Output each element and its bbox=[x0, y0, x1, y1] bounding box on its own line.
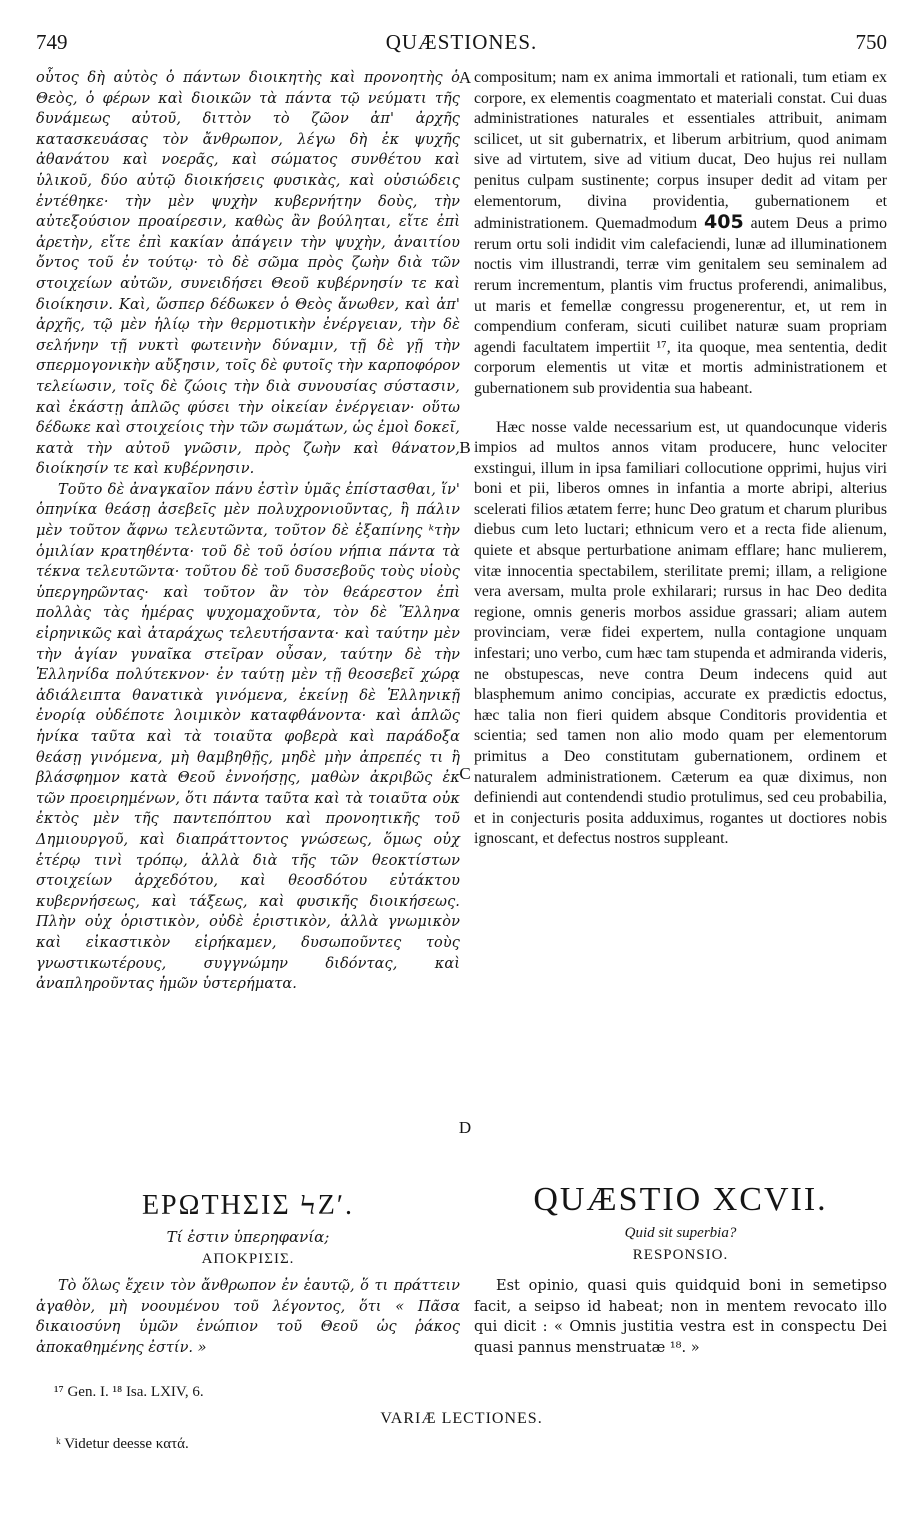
greek-paragraph-2: Τοῦτο δὲ ἀναγκαῖον πάνυ ἐστὶν ὑμᾶς ἐπίστασθαι, ἵν' ὁπηνίκα θεάσῃ ἀσεβεῖς μὲν πολυχρονιοῦντας, ἢ πάλιν μὲν τοῦτον ἄφνω τελευτῶντα, τοῦτον δὲ ἐξαπίνης ᵏτὴν ὁμιλίαν κρατηθέντα· τοῦ δὲ τοῦ ὁσίου νήπια πάντα τὰ τέκνα τελευτῶντα· τοῦτου δὲ τοῦ δυσσεβοῦς τοὺς υἱοὺς ὑπεργηρῶντας· καὶ τοῦτον ἂν τὸν θεάρεστον ἐπὶ πολλὰς τὰς ἡμέρας ψυχομαχοῦντα, τὸν δὲ Ἕλληνα εἰρηνικῶς καὶ ἀταράχως τελευτήσαντα· καὶ ταύτην μὲν τὴν ἁγίαν γυναῖκα στεῖραν οὖσαν, ταύτην δὲ τὴν Ἑλληνίδα πολύτεκνον· ἐν ταύτῃ μὲν τῇ θεοσεβεῖ χώρᾳ ἀδιάλειπτα θανατικὰ γινόμενα, ἐκείνῃ δὲ Ἑλληνικῇ ἐνορίᾳ οὐδέποτε λοιμικὸν καταφθάνοντα· καὶ ἁπλῶς ἡνίκα ταῦτα καὶ τὰ τοιαῦτα φοβερὰ καὶ παράδοξα θεάσῃ γινόμενα, μὴ θαμβηθῇς, μηδὲ μὴν ἀπρεπές τι ἢ βλάσφημον κατὰ Θεοῦ ἐννοήσῃς, μαθὼν ἀκριβῶς ἐκ τῶν προειρημένων, ὅτι πάντα ταῦτα καὶ τὰ τοιαῦτα οὐκ ἐκτὸς μὲν τῆς παντεπόπτου καὶ προνοητικῆς τοῦ Δημιουργοῦ, καὶ διαπράττοντος γνώσεως, ὅμως οὐχ ἑτέρῳ τινὶ τρόπῳ, ἀλλὰ διὰ τῆς τῶν θεοκτίστων στοιχείων ἀρχεδότου, καὶ θεοσδότου εὐτάκτου κυβερνήσεως, καὶ τάξεως, καὶ φυσικῆς διοικήσεως. Πλὴν οὐχ ὁριστικὸν, οὐδὲ ἐριστικὸν, ἀλλὰ γνωμικὸν καὶ εἰκαστικὸν εἰρήκαμεν, δυσωποῦντες τοὺς γνωστικωτέρους, συγγνώμην διδόντας, καὶ ἀναπληροῦντας ἡμῶν ὑστερήματα. bbox=[36, 481, 460, 993]
margin-letter-b: B bbox=[459, 438, 471, 457]
latin-paragraph-2: Hæc nosse valde necessarium est, ut quandocunque videris impios ad multos annos vitam producere, hunc velociter exstingui, illum in ipsa familiari collocutione opprimi, hujus viri boni et pii, liberos omnes in infantia a morte abripi, alterius scelerati filios ætatem ferre; hunc Deo gratum et charum pluribus diebus cum leto luctari; ethnicum vero et a recta fide alienum, quiete et absque perturbatione animam efflare; hanc mulierem, vitæ innocentia spectabilem, sterilitate premi; illam, a religione vera aversam, multa prole exhilarari; rursus in hac Deo dedita regione, omnis generis morbos assidue grassari; aliam autem provinciam, veræ fidei expertem, nulla contagione unquam infestari; uno verbo, cum hæc tam stupenda et admiranda videris, ne obstupescas, neve contra Deum indecens quid aut blasphemum animo concipias, accurate ex prædictis edoctus, hæc talia non fieri quidem absque Conditoris providentia et scientia; sed tamen non alio modo quam per elementorum primitus a Deo constitutam gubernationem, ordinem et naturalem administrationem. Cæterum ea quæ diximus, non definiendi aut contendendi studio protulimus, sed ceu probabilia, et in conjecturis posita adduximus, rogantes ut doctiores nobis ignoscant, et defectus nostros suppleant. bbox=[474, 418, 887, 848]
greek-question-heading bbox=[36, 1188, 460, 1270]
greek-answer-text: Τὸ ὅλως ἔχειν τὸν ἄνθρωπον ἐν ἑαυτῷ, ὅ τι πράττειν ἀγαθὸν, μὴ νοουμένου τοῦ λέγοντος, ὅτι « Πᾶσα δικαιοσύνη ὑμῶν ἐνώπιον τοῦ Θεοῦ ὡς ῥάκος ἀποκαθημένης ἐστίν. » bbox=[36, 1278, 460, 1356]
page-number-right: 750 bbox=[855, 30, 887, 54]
margin-letter-d: D bbox=[458, 1118, 472, 1137]
margin-letter-c: C bbox=[459, 764, 471, 783]
greek-column bbox=[36, 68, 460, 995]
latin-question-title: QUÆSTIO XCVII. bbox=[533, 1181, 828, 1218]
column-number-marker: 405 bbox=[704, 211, 744, 234]
greek-question-subtitle: Τί ἐστιν ὑπερηφανία; bbox=[166, 1228, 330, 1246]
latin-answer-text: Est opinio, quasi quis quidquid boni in semetipso facit, a seipso id habeat; non in mentem revocato illo qui dicit : « Omnis justitia vestra est in conspectu Dei quasi pannus menstruatæ ¹⁸. » bbox=[474, 1278, 887, 1356]
variae-lectiones-note: ᵏ Videtur deesse κατά. bbox=[56, 1436, 189, 1452]
latin-answer bbox=[474, 1276, 887, 1358]
latin-question-heading bbox=[474, 1178, 887, 1266]
running-title: QUÆSTIONES. bbox=[385, 30, 538, 54]
footnotes: ¹⁷ Gen. I. ¹⁸ Isa. LXIV, 6. bbox=[54, 1384, 204, 1400]
page-number-left: 749 bbox=[36, 30, 68, 54]
variae-lectiones-heading: VARIÆ LECTIONES. bbox=[380, 1410, 543, 1427]
latin-paragraph-1-end: autem Deus a primo rerum ortu soli indidit vim calefaciendi, lunæ ad illuminationem noctis vim illustrandi, terræ vim genitalem seu seminalem ad rerum incrementum, plantis vim fructus proferendi, animalibus, ut maris et femellæ congressu progenerentur, et, ut rem in compendium conferam, sicuti cuilibet naturæ suam propriam agendi facultatem impertiit ¹⁷, ita quoque, mea sententia, dedit corporum elementis ut vitæ et mortis administrationem et gubernationem sub providentia sua habeant. bbox=[474, 215, 888, 397]
latin-question-subtitle: Quid sit superbia? bbox=[624, 1225, 737, 1241]
margin-letter-a: A bbox=[458, 68, 472, 87]
greek-paragraph-1: οὗτος δὴ αὐτὸς ὁ πάντων διοικητὴς καὶ προνοητὴς ὁ Θεὸς, ὁ φέρων καὶ διοικῶν τὰ πάντα τῷ νεύματι τῆς δυνάμεως αὐτοῦ, διττὸν τὸ ζῶον ἀπ' ἀρχῆς κατασκευάσας τὸν ἄνθρωπον, λέγω δὴ ἐκ ψυχῆς ἀθανάτου καὶ νοερᾶς, καὶ σώματος συνθέτου καὶ ὑλικοῦ, δύο αὐτῷ διοικήσεις φυσικὰς, καὶ οὐσιώδεις ἐντέθηκε· τὴν μὲν ψυχὴν κυβερνήτην δοὺς, τὴν αὐτεξούσιον προαίρεσιν, καθὼς ἂν βούληται, εἴτε ἐπὶ ἀρετὴν, εἴτε ἐπὶ κακίαν ἀπάγειν τὴν ψυχὴν, ἀναιτίου ὄντος τοῦ ἐν τούτῳ· τὸ δὲ σῶμα πρὸς ζωὴν διὰ τῶν στοιχείων αὐτῶν, συνειδήσει Θεοῦ κυβέρνησίν τε καὶ διοίκησιν. Καὶ, ὥσπερ δέδωκεν ὁ Θεὸς ἄνωθεν, καὶ ἀπ' ἀρχῆς, τῷ μὲν ἡλίῳ τὴν θερμοτικὴν ἐνέργειαν, τὴν δὲ σελήνην τῇ νυκτὶ φωτεινὴν δύναμιν, τῇ δὲ γῇ τὴν σπερμογονικὴν αὔξησιν, τοῖς δὲ φυτοῖς τὴν καρποφόρον τελείωσιν, τοῖς δὲ ζώοις τὴν διὰ συνουσίας σύστασιν, καὶ ἑκάστῃ ἁπλῶς φύσει τὴν οἰκείαν ἐνέργειαν· οὕτω δέδωκε καὶ στοιχείοις τὴν τῶν σωμάτων, ὡς ἐμοὶ δοκεῖ, κατὰ τὴν αὐτοῦ γνῶσιν, πρὸς ζωὴν καὶ θάνατον, διοίκησίν τε καὶ κυβέρνησιν. bbox=[36, 70, 460, 478]
latin-response-heading: RESPONSIO. bbox=[632, 1247, 729, 1263]
latin-paragraph-1 bbox=[474, 68, 887, 400]
latin-column bbox=[474, 68, 887, 850]
greek-question-title: ΕΡΩΤΗΣΙΣ ϞΖʹ. bbox=[141, 1190, 355, 1221]
greek-response-heading: ΑΠΟΚΡΙΣΙΣ. bbox=[201, 1251, 295, 1267]
greek-answer bbox=[36, 1276, 460, 1358]
latin-paragraph-1-start: compositum; nam ex anima immortali et rationali, tum etiam ex corpore, ex elementis coagmentato et materiali constat. Cui duas administrationes naturales et essentiales attribuit, animam scilicet, ut sit gubernatrix, et liberum arbitrium, quod animam sive ad virtutem, sive ad vitium ducat, Deo hujus rei nullam penitus culpam sustinente; corpus insuper dedit ad vitam per elementorum, divina providentia, gubernationem et administrationem. Quemadmodum bbox=[474, 69, 887, 233]
